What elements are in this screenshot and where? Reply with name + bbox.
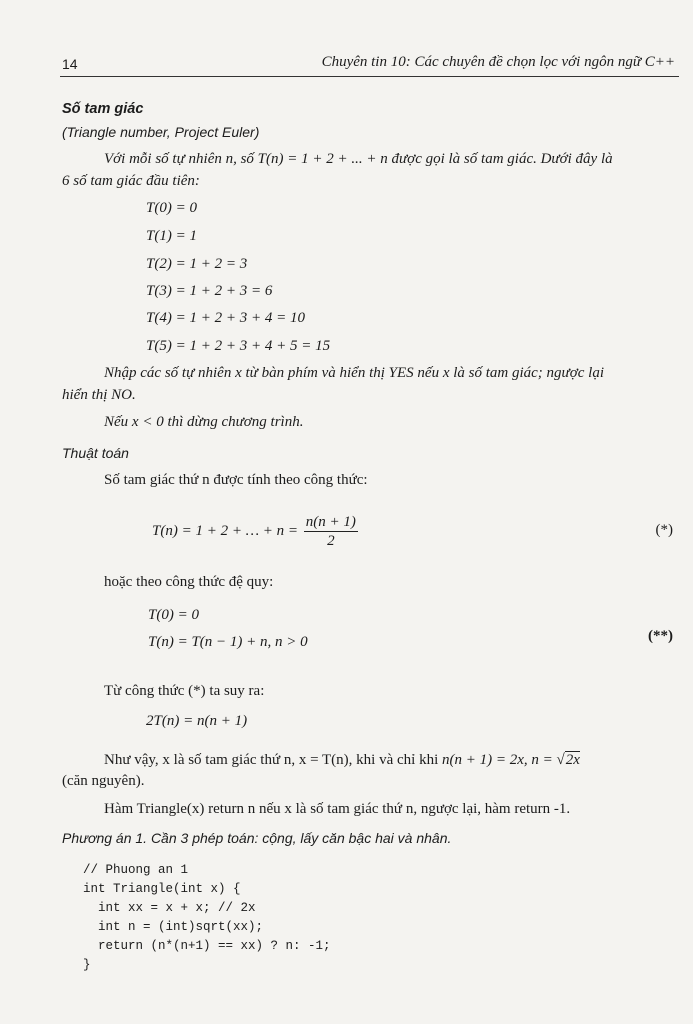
task-stop-condition: Nếu x < 0 thì dừng chương trình. — [104, 414, 304, 430]
example-t2: T(2) = 1 + 2 = 3 — [146, 256, 248, 272]
code-line: } — [83, 958, 91, 972]
option1-heading: Phương án 1. Cần 3 phép toán: cộng, lấy căn bậc hai và nhân. — [62, 830, 452, 846]
code-block — [83, 861, 331, 975]
formula-numerator: n(n + 1) — [305, 514, 356, 530]
recursive-intro: hoặc theo công thức đệ quy: — [104, 574, 274, 590]
formula-fraction — [304, 513, 358, 550]
conclusion-text: Như vậy, x là số tam giác thứ n, x = T(n), khi và chỉ khi — [104, 752, 439, 768]
example-t5: T(5) = 1 + 2 + 3 + 4 + 5 = 15 — [146, 338, 331, 354]
page-number: 14 — [62, 56, 78, 72]
header-rule — [60, 76, 679, 77]
formula-denominator: 2 — [327, 533, 335, 549]
code-line: return (n*(n+1) == xx) ? n: -1; — [83, 939, 331, 953]
section-subtitle: (Triangle number, Project Euler) — [62, 124, 260, 140]
recursive-tag: (**) — [648, 628, 673, 644]
formula-tag: (*) — [655, 522, 673, 538]
example-t4: T(4) = 1 + 2 + 3 + 4 = 10 — [146, 310, 305, 326]
recursive-step: T(n) = T(n − 1) + n, n > 0 — [148, 634, 308, 650]
conclusion-equation: n(n + 1) = 2x, n = — [442, 752, 553, 768]
code-line: int n = (int)sqrt(xx); — [83, 920, 264, 934]
intro-line-2: 6 số tam giác đầu tiên: — [62, 173, 200, 189]
task-line-2: hiển thị NO. — [62, 387, 136, 403]
conclusion-line-2: (căn nguyên). — [62, 773, 145, 789]
derive-equation: 2T(n) = n(n + 1) — [146, 713, 248, 729]
formula-lhs: T(n) = 1 + 2 + … + n = — [152, 522, 299, 539]
derive-intro: Từ công thức (*) ta suy ra: — [104, 683, 265, 699]
section-title: Số tam giác — [62, 101, 144, 117]
function-description: Hàm Triangle(x) return n nếu x là số tam giác thứ n, ngược lại, hàm return -1. — [104, 801, 571, 817]
formula-intro: Số tam giác thứ n được tính theo công thức: — [104, 472, 368, 488]
formula-main — [152, 513, 358, 550]
running-title: Chuyên tin 10: Các chuyên đề chọn lọc với ngôn ngữ C++ — [321, 54, 675, 70]
example-t0: T(0) = 0 — [146, 200, 197, 216]
sqrt-radicand: 2x — [565, 752, 580, 768]
recursive-base: T(0) = 0 — [148, 607, 199, 623]
conclusion-line-1 — [104, 752, 580, 769]
intro-line-1: Với mỗi số tự nhiên n, số T(n) = 1 + 2 + ... + n được gọi là số tam giác. Dưới đây là — [104, 151, 613, 167]
sqrt-expression: √2x — [556, 752, 580, 768]
algorithm-heading: Thuật toán — [62, 445, 129, 461]
task-line-1: Nhập các số tự nhiên x từ bàn phím và hiển thị YES nếu x là số tam giác; ngược lại — [104, 365, 604, 381]
code-line: int xx = x + x; // 2x — [83, 901, 256, 915]
example-t1: T(1) = 1 — [146, 228, 197, 244]
code-line: // Phuong an 1 — [83, 863, 189, 877]
example-t3: T(3) = 1 + 2 + 3 = 6 — [146, 283, 273, 299]
code-line: int Triangle(int x) { — [83, 882, 241, 896]
